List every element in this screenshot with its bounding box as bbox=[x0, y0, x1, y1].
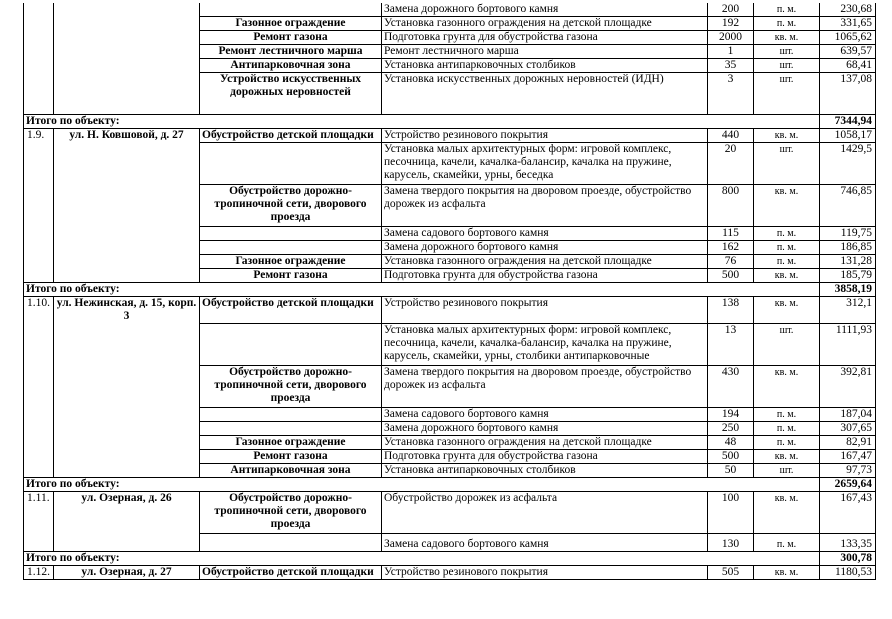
category-cell: Обустройство дорожно-тропиночной сети, дворового проезда bbox=[200, 492, 382, 534]
work-cell: Установка искусственных дорожных неровностей (ИДН) bbox=[382, 73, 708, 115]
category-cell: Обустройство дорожно-тропиночной сети, дворового проезда bbox=[200, 366, 382, 408]
qty-cell: 1 bbox=[708, 45, 754, 59]
unit-cell: п. м. bbox=[754, 227, 820, 241]
qty-cell: 100 bbox=[708, 492, 754, 534]
category-cell bbox=[200, 534, 382, 552]
address-cell: ул. Нежинская, д. 15, корп. 3 bbox=[54, 297, 200, 478]
category-cell bbox=[200, 324, 382, 366]
work-cell: Подготовка грунта для обустройства газона bbox=[382, 269, 708, 283]
work-cell: Установка антипарковочных столбиков bbox=[382, 464, 708, 478]
address-cell: ул. Озерная, д. 26 bbox=[54, 492, 200, 552]
qty-cell: 194 bbox=[708, 408, 754, 422]
work-cell: Установка антипарковочных столбиков bbox=[382, 59, 708, 73]
table-row bbox=[24, 3, 876, 17]
category-cell: Ремонт газона bbox=[200, 31, 382, 45]
unit-cell: п. м. bbox=[754, 534, 820, 552]
category-cell bbox=[200, 227, 382, 241]
category-cell bbox=[200, 241, 382, 255]
qty-cell: 800 bbox=[708, 185, 754, 227]
cost-cell: 746,85 bbox=[820, 185, 876, 227]
unit-cell: кв. м. bbox=[754, 31, 820, 45]
qty-cell: 138 bbox=[708, 297, 754, 324]
works-table-wrapper bbox=[23, 3, 876, 580]
total-label: Итого по объекту: bbox=[24, 283, 820, 297]
address-cell: ул. Н. Ковшовой, д. 27 bbox=[54, 129, 200, 283]
work-cell: Замена дорожного бортового камня bbox=[382, 241, 708, 255]
category-cell: Газонное ограждение bbox=[200, 436, 382, 450]
category-cell: Ремонт газона bbox=[200, 269, 382, 283]
total-row bbox=[24, 478, 876, 492]
total-row bbox=[24, 283, 876, 297]
cost-cell: 97,73 bbox=[820, 464, 876, 478]
table-row bbox=[24, 297, 876, 324]
qty-cell: 76 bbox=[708, 255, 754, 269]
work-cell: Установка малых архитектурных форм: игровой комплекс, песочница, качели, качалка-балансир, качалка на пружине, карусель, скамейки, урны, столбики антипарковочные bbox=[382, 324, 708, 366]
work-cell: Обустройство дорожек из асфальта bbox=[382, 492, 708, 534]
unit-cell: кв. м. bbox=[754, 492, 820, 534]
row-number-cell: 1.10. bbox=[24, 297, 54, 478]
work-cell: Подготовка грунта для обустройства газона bbox=[382, 31, 708, 45]
category-cell: Ремонт лестничного марша bbox=[200, 45, 382, 59]
address-cell bbox=[54, 3, 200, 115]
qty-cell: 200 bbox=[708, 3, 754, 17]
row-number-cell: 1.9. bbox=[24, 129, 54, 283]
qty-cell: 192 bbox=[708, 17, 754, 31]
unit-cell: кв. м. bbox=[754, 450, 820, 464]
unit-cell: п. м. bbox=[754, 17, 820, 31]
cost-cell: 1180,53 bbox=[820, 566, 876, 580]
cost-cell: 639,57 bbox=[820, 45, 876, 59]
work-cell: Замена твердого покрытия на дворовом проезде, обустройство дорожек из асфальта bbox=[382, 366, 708, 408]
unit-cell: кв. м. bbox=[754, 566, 820, 580]
unit-cell: шт. bbox=[754, 464, 820, 478]
cost-cell: 185,79 bbox=[820, 269, 876, 283]
table-row bbox=[24, 129, 876, 143]
category-cell bbox=[200, 143, 382, 185]
unit-cell: шт. bbox=[754, 143, 820, 185]
work-cell: Замена садового бортового камня bbox=[382, 227, 708, 241]
category-cell: Устройство искусственных дорожных неровностей bbox=[200, 73, 382, 115]
total-value: 2659,64 bbox=[820, 478, 876, 492]
qty-cell: 505 bbox=[708, 566, 754, 580]
total-value: 300,78 bbox=[820, 552, 876, 566]
category-cell: Обустройство детской площадки bbox=[200, 566, 382, 580]
cost-cell: 331,65 bbox=[820, 17, 876, 31]
qty-cell: 440 bbox=[708, 129, 754, 143]
unit-cell: п. м. bbox=[754, 255, 820, 269]
work-cell: Установка газонного ограждения на детской площадке bbox=[382, 255, 708, 269]
total-label: Итого по объекту: bbox=[24, 552, 820, 566]
work-cell: Установка газонного ограждения на детской площадке bbox=[382, 17, 708, 31]
cost-cell: 133,35 bbox=[820, 534, 876, 552]
address-cell: ул. Озерная, д. 27 bbox=[54, 566, 200, 580]
category-cell: Обустройство детской площадки bbox=[200, 297, 382, 324]
work-cell: Замена дорожного бортового камня bbox=[382, 3, 708, 17]
row-number-cell: 1.11. bbox=[24, 492, 54, 552]
cost-cell: 307,65 bbox=[820, 422, 876, 436]
work-cell: Замена твердого покрытия на дворовом проезде, обустройство дорожек из асфальта bbox=[382, 185, 708, 227]
qty-cell: 430 bbox=[708, 366, 754, 408]
row-number-cell: 1.12. bbox=[24, 566, 54, 580]
unit-cell: кв. м. bbox=[754, 269, 820, 283]
category-cell: Антипарковочная зона bbox=[200, 59, 382, 73]
unit-cell: шт. bbox=[754, 59, 820, 73]
qty-cell: 162 bbox=[708, 241, 754, 255]
category-cell: Газонное ограждение bbox=[200, 17, 382, 31]
work-cell: Устройство резинового покрытия bbox=[382, 129, 708, 143]
total-value: 7344,94 bbox=[820, 115, 876, 129]
cost-cell: 1065,62 bbox=[820, 31, 876, 45]
unit-cell: п. м. bbox=[754, 241, 820, 255]
work-cell: Устройство резинового покрытия bbox=[382, 297, 708, 324]
qty-cell: 500 bbox=[708, 269, 754, 283]
cost-cell: 187,04 bbox=[820, 408, 876, 422]
work-cell: Подготовка грунта для обустройства газона bbox=[382, 450, 708, 464]
total-row bbox=[24, 552, 876, 566]
table-row bbox=[24, 566, 876, 580]
cost-cell: 119,75 bbox=[820, 227, 876, 241]
unit-cell: п. м. bbox=[754, 3, 820, 17]
category-cell bbox=[200, 3, 382, 17]
qty-cell: 35 bbox=[708, 59, 754, 73]
qty-cell: 2000 bbox=[708, 31, 754, 45]
category-cell bbox=[200, 422, 382, 436]
qty-cell: 50 bbox=[708, 464, 754, 478]
cost-cell: 1429,5 bbox=[820, 143, 876, 185]
unit-cell: шт. bbox=[754, 73, 820, 115]
work-cell: Замена дорожного бортового камня bbox=[382, 422, 708, 436]
category-cell: Антипарковочная зона bbox=[200, 464, 382, 478]
cost-cell: 392,81 bbox=[820, 366, 876, 408]
category-cell: Обустройство дорожно-тропиночной сети, дворового проезда bbox=[200, 185, 382, 227]
category-cell bbox=[200, 408, 382, 422]
unit-cell: кв. м. bbox=[754, 129, 820, 143]
cost-cell: 1058,17 bbox=[820, 129, 876, 143]
cost-cell: 131,28 bbox=[820, 255, 876, 269]
qty-cell: 130 bbox=[708, 534, 754, 552]
total-label: Итого по объекту: bbox=[24, 478, 820, 492]
qty-cell: 3 bbox=[708, 73, 754, 115]
total-row bbox=[24, 115, 876, 129]
category-cell: Обустройство детской площадки bbox=[200, 129, 382, 143]
category-cell: Газонное ограждение bbox=[200, 255, 382, 269]
cost-cell: 1111,93 bbox=[820, 324, 876, 366]
unit-cell: п. м. bbox=[754, 408, 820, 422]
unit-cell: шт. bbox=[754, 324, 820, 366]
qty-cell: 250 bbox=[708, 422, 754, 436]
total-value: 3858,19 bbox=[820, 283, 876, 297]
cost-cell: 186,85 bbox=[820, 241, 876, 255]
qty-cell: 13 bbox=[708, 324, 754, 366]
cost-cell: 137,08 bbox=[820, 73, 876, 115]
works-table bbox=[23, 3, 876, 580]
work-cell: Устройство резинового покрытия bbox=[382, 566, 708, 580]
unit-cell: кв. м. bbox=[754, 297, 820, 324]
unit-cell: кв. м. bbox=[754, 185, 820, 227]
cost-cell: 312,1 bbox=[820, 297, 876, 324]
cost-cell: 82,91 bbox=[820, 436, 876, 450]
qty-cell: 48 bbox=[708, 436, 754, 450]
qty-cell: 500 bbox=[708, 450, 754, 464]
work-cell: Установка малых архитектурных форм: игровой комплекс, песочница, качели, качалка-балансир, качалка на пружине, карусель, скамейки, урны, беседка bbox=[382, 143, 708, 185]
work-cell: Замена садового бортового камня bbox=[382, 408, 708, 422]
qty-cell: 115 bbox=[708, 227, 754, 241]
total-label: Итого по объекту: bbox=[24, 115, 820, 129]
category-cell: Ремонт газона bbox=[200, 450, 382, 464]
cost-cell: 167,47 bbox=[820, 450, 876, 464]
work-cell: Установка газонного ограждения на детской площадке bbox=[382, 436, 708, 450]
qty-cell: 20 bbox=[708, 143, 754, 185]
cost-cell: 167,43 bbox=[820, 492, 876, 534]
unit-cell: п. м. bbox=[754, 436, 820, 450]
unit-cell: шт. bbox=[754, 45, 820, 59]
cost-cell: 230,68 bbox=[820, 3, 876, 17]
unit-cell: кв. м. bbox=[754, 366, 820, 408]
table-row bbox=[24, 492, 876, 534]
row-number-cell bbox=[24, 3, 54, 115]
cost-cell: 68,41 bbox=[820, 59, 876, 73]
unit-cell: п. м. bbox=[754, 422, 820, 436]
work-cell: Ремонт лестничного марша bbox=[382, 45, 708, 59]
work-cell: Замена садового бортового камня bbox=[382, 534, 708, 552]
